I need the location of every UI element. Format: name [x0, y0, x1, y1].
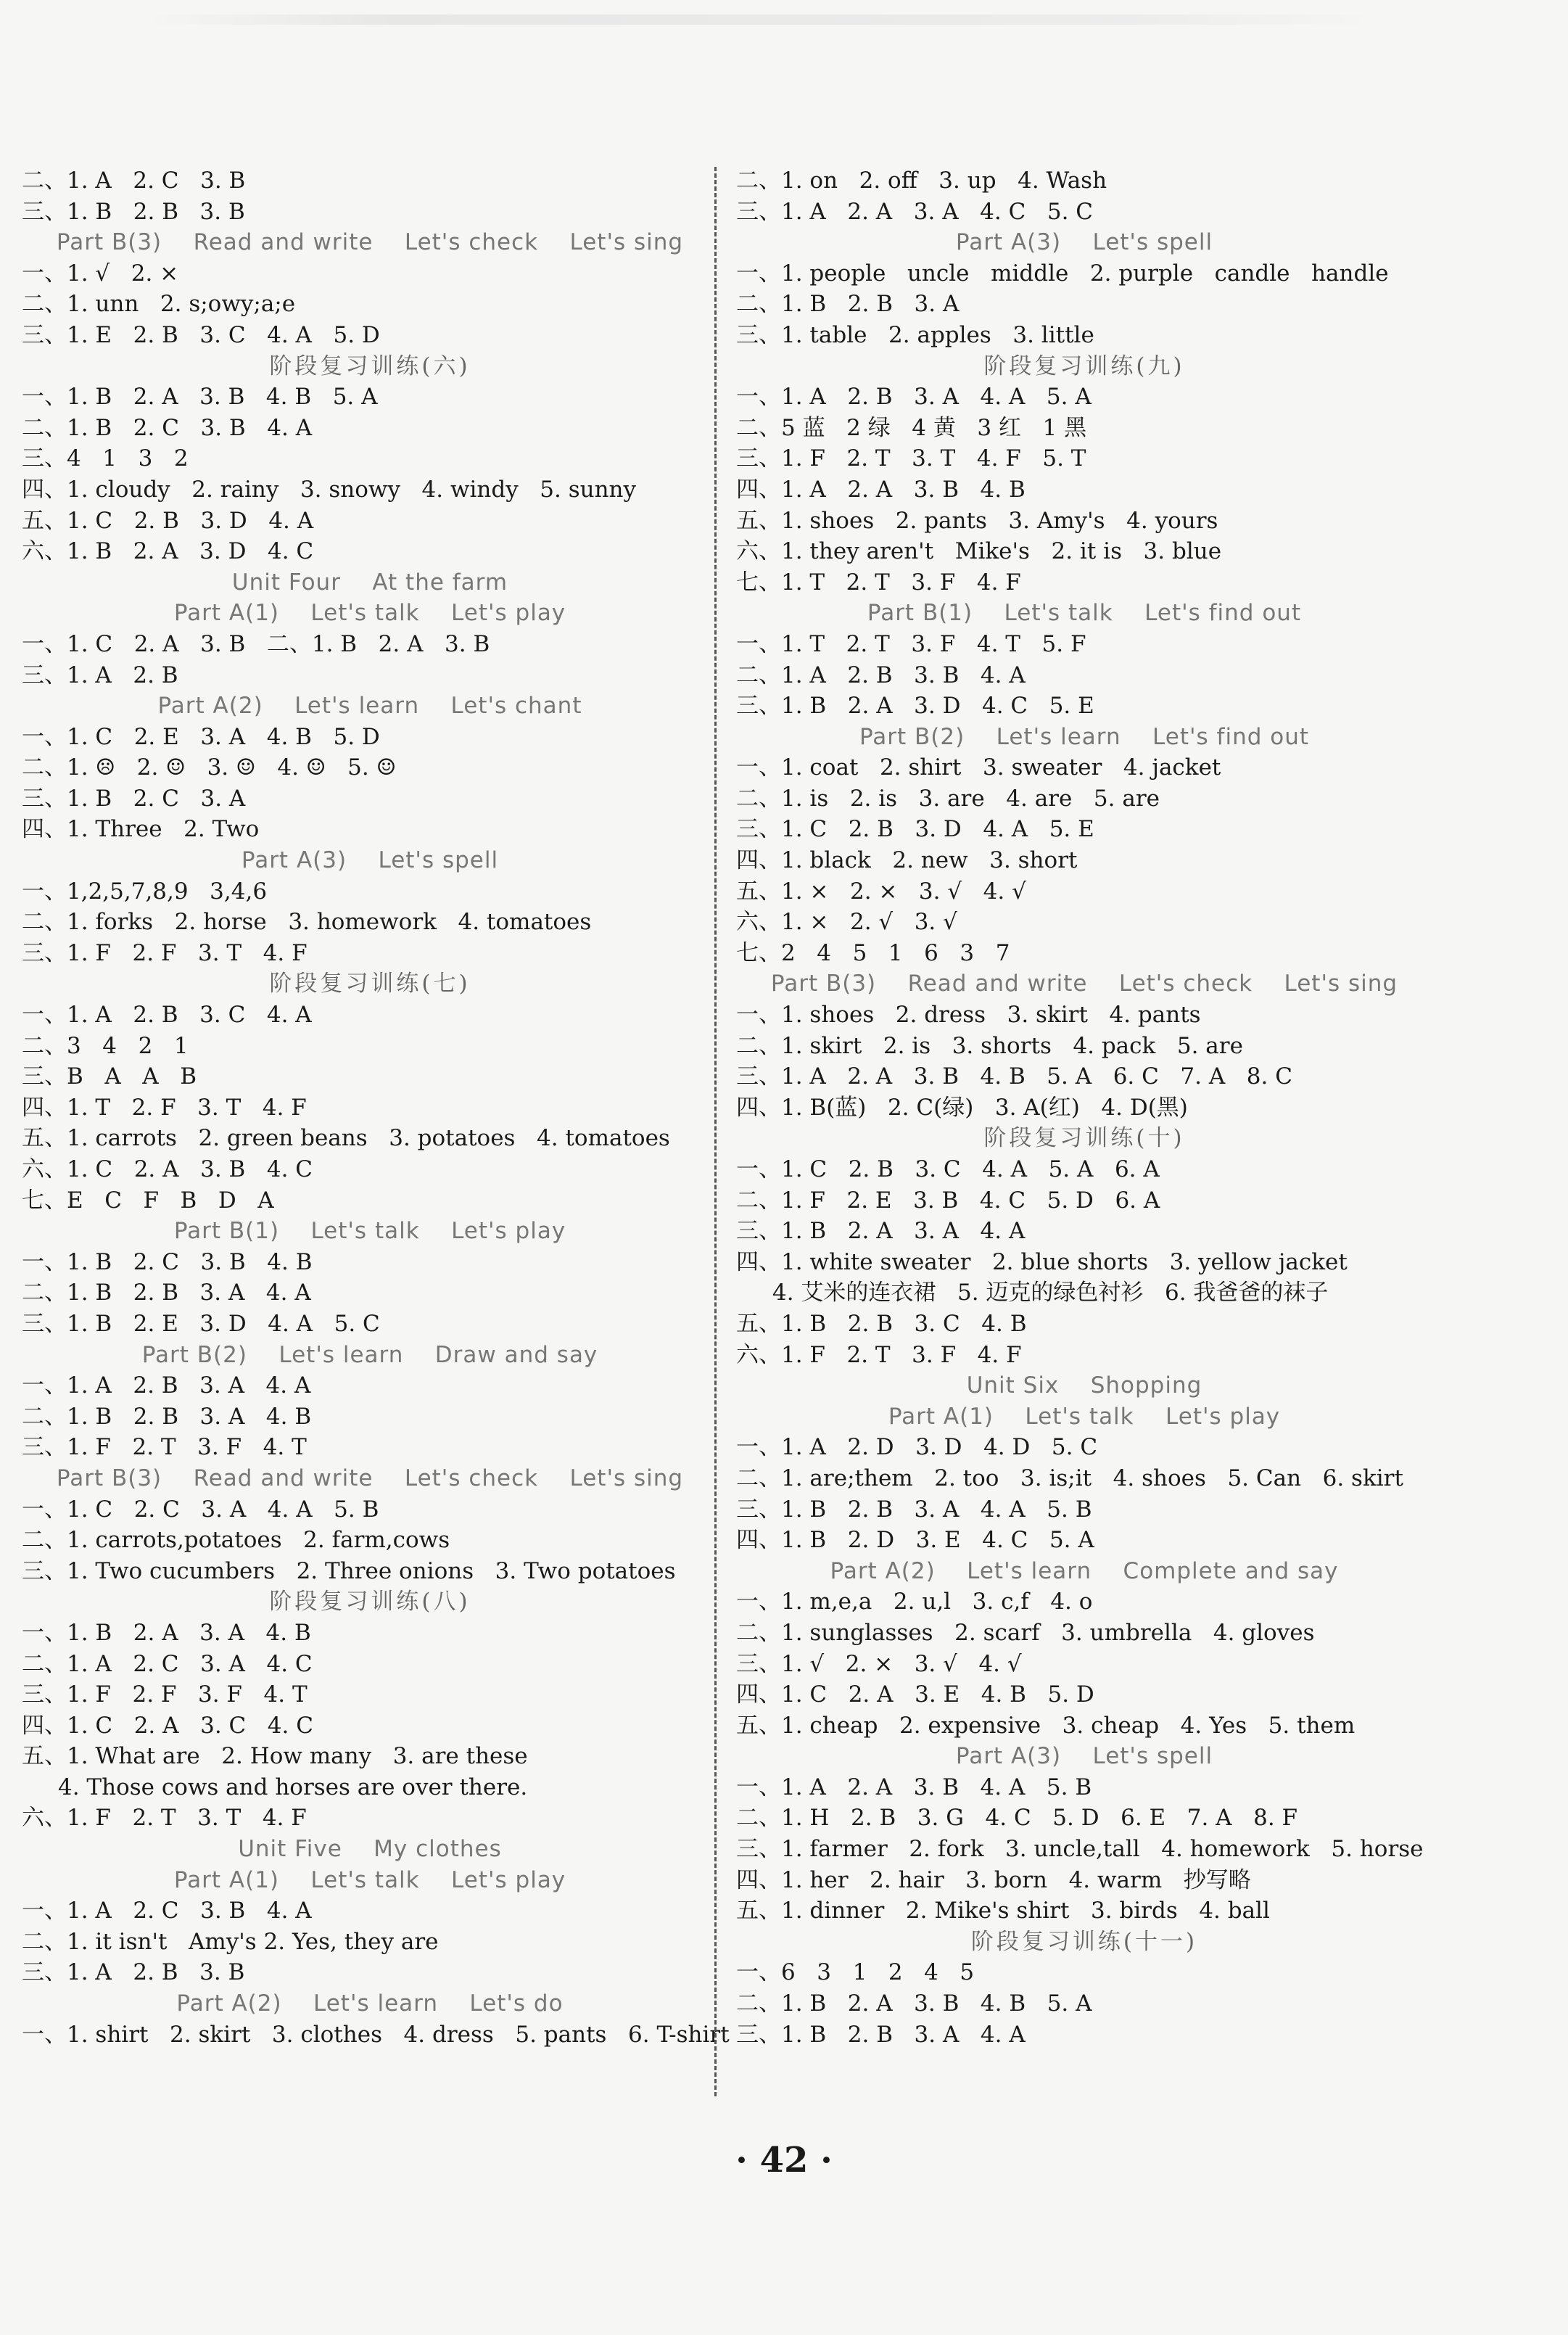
- section-heading: Part A(2) Let's learn Let's do: [176, 1990, 564, 2017]
- answer-line: 一、1. A 2. A 3. B 4. A 5. B: [736, 1774, 1092, 1800]
- answer-line: 二、1. H 2. B 3. G 4. C 5. D 6. E 7. A 8. F: [736, 1805, 1298, 1832]
- answer-line: 二、1. it isn't Amy's 2. Yes, they are: [22, 1928, 439, 1955]
- section-heading: Part A(3) Let's spell: [955, 1743, 1213, 1770]
- section-heading: Part A(1) Let's talk Let's play: [173, 1866, 566, 1893]
- answer-line: 二、1. B 2. B 3. A: [736, 291, 960, 318]
- section-heading: Part A(2) Let's learn Let's chant: [157, 693, 582, 720]
- answer-line: 一、1. C 2. A 3. B 二、1. B 2. A 3. B: [22, 630, 490, 657]
- answer-line: 七、2 4 5 1 6 3 7: [736, 939, 1010, 966]
- answer-line: 二、1. B 2. B 3. A 4. B: [22, 1403, 312, 1430]
- section-heading: Part A(3) Let's spell: [241, 847, 499, 874]
- answer-line: 二、1. carrots,potatoes 2. farm,cows: [22, 1527, 450, 1554]
- answer-line: 三、1. B 2. C 3. A: [22, 785, 246, 812]
- section-heading: Part B(3) Read and write Let's check Let's sing: [56, 229, 684, 256]
- section-heading: Part B(2) Let's learn Draw and say: [141, 1341, 598, 1368]
- answer-line: 一、1. B 2. C 3. B 4. B: [22, 1248, 313, 1275]
- answer-line: 四、1. white sweater 2. blue shorts 3. yellow jacket: [736, 1248, 1348, 1275]
- answer-line: 4. 艾米的连衣裙 5. 迈克的绿色衬衫 6. 我爸爸的袜子: [772, 1280, 1329, 1306]
- answer-line: 六、1. × 2. √ 3. √: [736, 909, 957, 936]
- review-heading: 阶段复习训练(十一): [970, 1928, 1198, 1955]
- review-heading: 阶段复习训练(八): [269, 1589, 471, 1615]
- answer-line: 一、1. shirt 2. skirt 3. clothes 4. dress 5. pants 6. T-shirt: [22, 2021, 730, 2048]
- section-heading: Part B(2) Let's learn Let's find out: [859, 723, 1310, 750]
- answer-line: 三、1. F 2. F 3. F 4. T: [22, 1681, 308, 1708]
- answer-line: 六、1. F 2. T 3. T 4. F: [22, 1805, 307, 1832]
- answer-line: 一、1. B 2. A 3. B 4. B 5. A: [22, 384, 378, 411]
- answer-line: 二、1. F 2. E 3. B 4. C 5. D 6. A: [736, 1187, 1160, 1214]
- answer-line: 一、1,2,5,7,8,9 3,4,6: [22, 878, 268, 905]
- section-heading: Unit Five My clothes: [238, 1836, 502, 1863]
- answer-line: 一、1. people uncle middle 2. purple candle handle: [736, 260, 1389, 287]
- answer-line: 三、1. A 2. B 3. B: [22, 1959, 245, 1986]
- answer-line: 三、1. A 2. B: [22, 662, 178, 688]
- answer-line: 四、1. C 2. A 3. E 4. B 5. D: [736, 1681, 1094, 1708]
- answer-line: 二、1. skirt 2. is 3. shorts 4. pack 5. are: [736, 1032, 1243, 1059]
- answer-line: 五、1. What are 2. How many 3. are these: [22, 1743, 528, 1770]
- section-heading: Part B(1) Let's talk Let's play: [173, 1218, 566, 1245]
- answer-line: 一、1. C 2. B 3. C 4. A 5. A 6. A: [736, 1156, 1160, 1182]
- answer-line: 一、6 3 1 2 4 5: [736, 1959, 975, 1986]
- answer-line: 三、1. F 2. T 3. F 4. T: [22, 1434, 307, 1461]
- answer-line: 三、1. B 2. E 3. D 4. A 5. C: [22, 1310, 380, 1337]
- page-number: · 42 ·: [735, 2140, 833, 2180]
- review-heading: 阶段复习训练(六): [269, 353, 471, 379]
- answer-line: 二、1. is 2. is 3. are 4. are 5. are: [736, 785, 1160, 812]
- review-heading: 阶段复习训练(十): [983, 1125, 1185, 1152]
- section-heading: Part A(1) Let's talk Let's play: [173, 600, 566, 627]
- answer-line: 四、1. her 2. hair 3. born 4. warm 抄写略: [736, 1866, 1251, 1893]
- answer-line: 四、1. cloudy 2. rainy 3. snowy 4. windy 5. sunny: [22, 476, 637, 503]
- answer-line: 二、1. B 2. A 3. B 4. B 5. A: [736, 1990, 1092, 2017]
- answer-line: 四、1. B(蓝) 2. C(绿) 3. A(红) 4. D(黑): [736, 1094, 1188, 1121]
- answer-line: 五、1. C 2. B 3. D 4. A: [22, 507, 314, 534]
- answer-line: 六、1. F 2. T 3. F 4. F: [736, 1341, 1022, 1368]
- answer-line: 五、1. × 2. × 3. √ 4. √: [736, 878, 1026, 905]
- answer-line: 二、1. are;them 2. too 3. is;it 4. shoes 5. Can 6. skirt: [736, 1465, 1403, 1491]
- answer-line: 五、1. B 2. B 3. C 4. B: [736, 1310, 1027, 1337]
- answer-line: 二、1. on 2. off 3. up 4. Wash: [736, 168, 1107, 194]
- answer-line: 二、1. B 2. C 3. B 4. A: [22, 414, 313, 441]
- answer-line: 三、1. √ 2. × 3. √ 4. √: [736, 1650, 1022, 1677]
- answer-line: 三、1. C 2. B 3. D 4. A 5. E: [736, 816, 1094, 843]
- answer-line: 二、1. forks 2. horse 3. homework 4. tomatoes: [22, 909, 592, 936]
- answer-line: 五、1. carrots 2. green beans 3. potatoes 4. tomatoes: [22, 1125, 670, 1152]
- answer-line: 四、1. A 2. A 3. B 4. B: [736, 476, 1026, 503]
- answer-line: 4. Those cows and horses are over there.: [58, 1774, 528, 1800]
- right-column: [736, 165, 1432, 2050]
- answer-line: 三、B A A B: [22, 1063, 197, 1090]
- answer-line: 七、E C F B D A: [22, 1187, 274, 1214]
- section-heading: Part A(2) Let's learn Complete and say: [830, 1557, 1339, 1584]
- answer-line: 二、1. unn 2. s;owy;a;e: [22, 291, 296, 318]
- answer-line: 一、1. A 2. B 3. A 4. A: [22, 1372, 311, 1399]
- answer-line: 一、1. B 2. A 3. A 4. B: [22, 1619, 311, 1646]
- answer-line: 二、1. ☹ 2. ☺ 3. ☺ 4. ☺ 5. ☺: [22, 754, 397, 781]
- review-heading: 阶段复习训练(七): [269, 971, 471, 997]
- section-heading: Unit Six Shopping: [966, 1372, 1202, 1399]
- answer-line: 四、1. C 2. A 3. C 4. C: [22, 1712, 313, 1739]
- answer-line: 四、1. Three 2. Two: [22, 816, 260, 843]
- column-divider: [714, 167, 717, 2096]
- answer-line: 二、3 4 2 1: [22, 1032, 189, 1059]
- review-heading: 阶段复习训练(九): [983, 353, 1185, 379]
- answer-line: 六、1. B 2. A 3. D 4. C: [22, 538, 314, 565]
- answer-line: 三、1. F 2. T 3. T 4. F 5. T: [736, 445, 1086, 472]
- answer-line: 一、1. A 2. D 3. D 4. D 5. C: [736, 1434, 1098, 1461]
- answer-line: 三、1. Two cucumbers 2. Three onions 3. Two potatoes: [22, 1557, 676, 1584]
- answer-line: 五、1. shoes 2. pants 3. Amy's 4. yours: [736, 507, 1218, 534]
- answer-line: 三、1. F 2. F 3. T 4. F: [22, 939, 308, 966]
- section-heading: Part A(3) Let's spell: [955, 229, 1213, 256]
- answer-line: 二、1. A 2. C 3. B: [22, 168, 246, 194]
- answer-line: 二、1. sunglasses 2. scarf 3. umbrella 4. gloves: [736, 1619, 1315, 1646]
- answer-line: 二、5 蓝 2 绿 4 黄 3 红 1 黑: [736, 414, 1087, 441]
- answer-line: 五、1. dinner 2. Mike's shirt 3. birds 4. ball: [736, 1898, 1270, 1924]
- section-heading: Part B(3) Read and write Let's check Let's sing: [770, 971, 1398, 997]
- answer-line: 三、4 1 3 2: [22, 445, 189, 472]
- answer-line: 六、1. C 2. A 3. B 4. C: [22, 1156, 313, 1182]
- answer-line: 三、1. A 2. A 3. A 4. C 5. C: [736, 198, 1094, 225]
- answer-line: 三、1. B 2. A 3. D 4. C 5. E: [736, 693, 1094, 720]
- answer-line: 一、1. shoes 2. dress 3. skirt 4. pants: [736, 1002, 1201, 1029]
- answer-line: 一、1. coat 2. shirt 3. sweater 4. jacket: [736, 754, 1221, 781]
- answer-line: 二、1. A 2. C 3. A 4. C: [22, 1650, 313, 1677]
- section-heading: Unit Four At the farm: [231, 569, 508, 596]
- answer-line: 七、1. T 2. T 3. F 4. F: [736, 569, 1021, 596]
- section-heading: Part B(1) Let's talk Let's find out: [867, 600, 1302, 627]
- answer-line: 三、1. A 2. A 3. B 4. B 5. A 6. C 7. A 8. C: [736, 1063, 1292, 1090]
- answer-line: 四、1. black 2. new 3. short: [736, 847, 1078, 874]
- answer-line: 一、1. A 2. B 3. A 4. A 5. A: [736, 384, 1092, 411]
- answer-line: 三、1. B 2. A 3. A 4. A: [736, 1218, 1026, 1245]
- answer-line: 三、1. farmer 2. fork 3. uncle,tall 4. homework 5. horse: [736, 1836, 1424, 1863]
- answer-line: 一、1. A 2. C 3. B 4. A: [22, 1898, 312, 1924]
- answer-line: 三、1. table 2. apples 3. little: [736, 321, 1094, 348]
- answer-line: 四、1. B 2. D 3. E 4. C 5. A: [736, 1527, 1094, 1554]
- answer-line: 三、1. B 2. B 3. B: [22, 198, 245, 225]
- section-heading: Part B(3) Read and write Let's check Let's sing: [56, 1465, 684, 1491]
- answer-line: 一、1. T 2. T 3. F 4. T 5. F: [736, 630, 1086, 657]
- answer-line: 一、1. C 2. C 3. A 4. A 5. B: [22, 1496, 379, 1523]
- answer-line: 六、1. they aren't Mike's 2. it is 3. blue: [736, 538, 1222, 565]
- answer-line: 三、1. B 2. B 3. A 4. A 5. B: [736, 1496, 1092, 1523]
- answer-line: 一、1. A 2. B 3. C 4. A: [22, 1002, 312, 1029]
- left-column: [22, 165, 730, 2050]
- answer-line: 一、1. m,e,a 2. u,l 3. c,f 4. o: [736, 1589, 1093, 1615]
- answer-line: 一、1. C 2. E 3. A 4. B 5. D: [22, 723, 380, 750]
- answer-line: 四、1. T 2. F 3. T 4. F: [22, 1094, 307, 1121]
- answer-line: 二、1. B 2. B 3. A 4. A: [22, 1280, 311, 1306]
- scan-smudge: [145, 15, 1378, 25]
- answer-line: 五、1. cheap 2. expensive 3. cheap 4. Yes 5. them: [736, 1712, 1356, 1739]
- answer-line: 三、1. E 2. B 3. C 4. A 5. D: [22, 321, 380, 348]
- answer-line: 二、1. A 2. B 3. B 4. A: [736, 662, 1026, 688]
- answer-line: 三、1. B 2. B 3. A 4. A: [736, 2021, 1026, 2048]
- answer-line: 一、1. √ 2. ×: [22, 260, 179, 287]
- section-heading: Part A(1) Let's talk Let's play: [888, 1403, 1281, 1430]
